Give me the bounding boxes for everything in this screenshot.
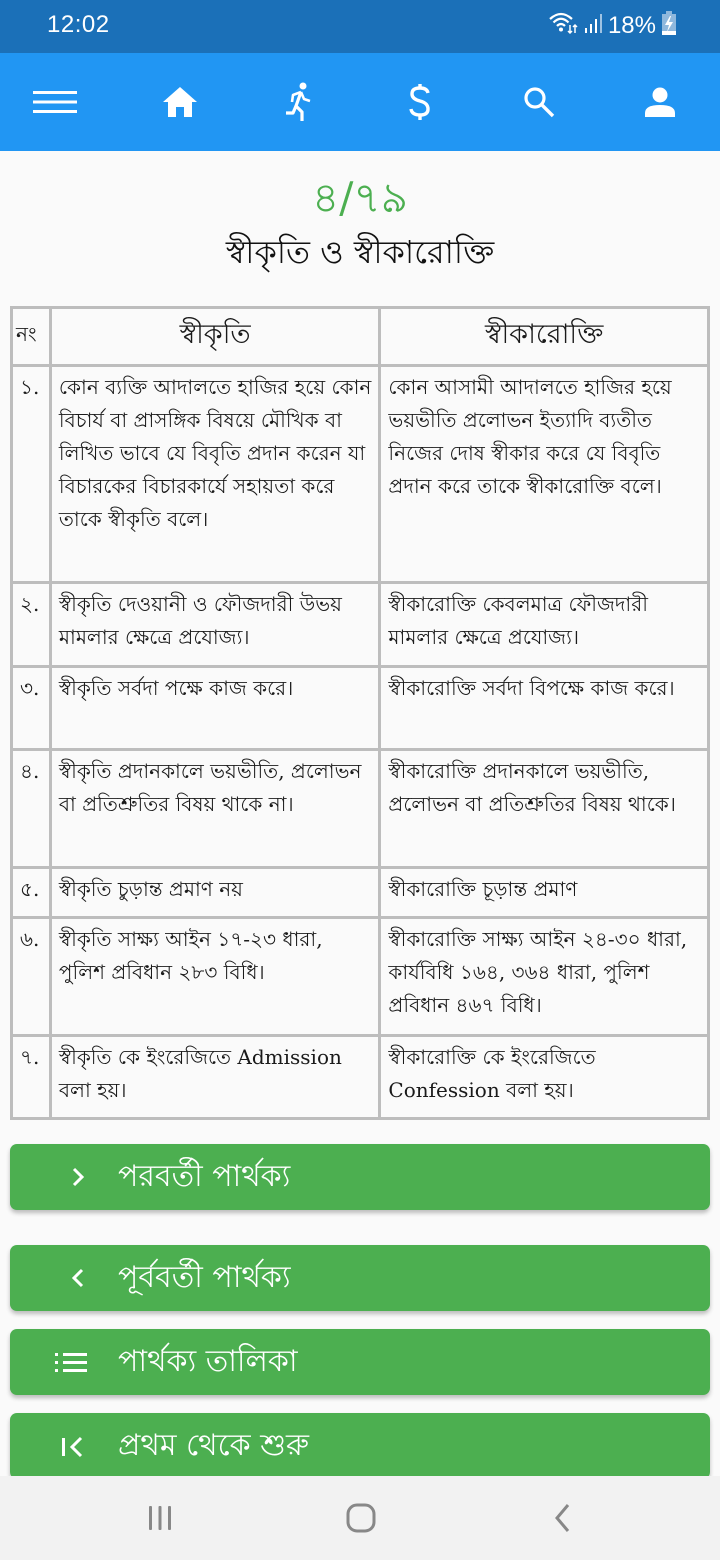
row-number: ৫. (12, 868, 51, 918)
difference-list-button[interactable] (10, 1329, 710, 1395)
content-area (0, 151, 720, 1476)
first-page-icon (52, 1434, 92, 1458)
row-number: ৩. (12, 667, 51, 750)
table-row (12, 1036, 709, 1119)
back-icon (553, 1503, 573, 1533)
table-row (12, 366, 709, 583)
admission-cell: স্বীকৃতি সাক্ষ্য আইন ১৭-২৩ ধারা, পুলিশ প্রবিধান ২৮৩ বিধি। (50, 918, 380, 1036)
table-row (12, 583, 709, 667)
home-nav-button[interactable] (331, 1498, 391, 1538)
column-header-confession: স্বীকারোক্তি (380, 308, 709, 366)
home-circle-icon (346, 1503, 376, 1533)
status-time: 12:02 (47, 11, 110, 38)
menu-icon[interactable] (30, 77, 80, 127)
row-number: ৪. (12, 750, 51, 868)
column-header-admission: স্বীকৃতি (50, 308, 380, 366)
status-indicators (548, 11, 676, 41)
table-row (12, 868, 709, 918)
battery-percent: 18% (607, 12, 656, 39)
item-counter: ৪/৭৯ (312, 173, 408, 222)
difference-list-label: পার্থক্য তালিকা (118, 1343, 298, 1379)
battery-charging-icon (662, 11, 676, 42)
admission-cell: স্বীকৃতি প্রদানকালে ভয়ভীতি, প্রলোভন বা প্রতিশ্রুতির বিষয় থাকে না। (50, 750, 380, 868)
confession-cell: স্বীকারোক্তি সর্বদা বিপক্ষে কাজ করে। (380, 667, 709, 750)
home-icon[interactable] (155, 77, 205, 127)
account-icon[interactable] (635, 77, 685, 127)
confession-cell: স্বীকারোক্তি সাক্ষ্য আইন ২৪-৩০ ধারা, কার্যবিধি ১৬৪, ৩৬৪ ধারা, পুলিশ প্রবিধান ৪৬৭ বিধি। (380, 918, 709, 1036)
row-number: ১. (12, 366, 51, 583)
next-difference-button[interactable] (10, 1144, 710, 1210)
start-from-first-button[interactable] (10, 1413, 710, 1476)
table-row (12, 918, 709, 1036)
comparison-table (10, 306, 710, 1120)
row-number: ৬. (12, 918, 51, 1036)
system-navigation-bar (0, 1476, 720, 1560)
start-from-first-label: প্রথম থেকে শুরু (118, 1427, 310, 1463)
admission-cell: স্বীকৃতি দেওয়ানী ও ফৌজদারী উভয় মামলার ক্ষেত্রে প্রযোজ্য। (50, 583, 380, 667)
confession-cell: স্বীকারোক্তি কেবলমাত্র ফৌজদারী মামলার ক্ষেত্রে প্রযোজ্য। (380, 583, 709, 667)
back-nav-button[interactable] (533, 1498, 593, 1538)
previous-difference-button[interactable] (10, 1245, 710, 1311)
admission-cell: কোন ব্যক্তি আদালতে হাজির হয়ে কোন বিচার্য বা প্রাসঙ্গিক বিষয়ে মৌখিক বা লিখিত ভাবে যে বিবৃতি প্রদান করেন যা বিচারকের বিচারকার্যে সহায়তা করে তাকে স্বীকৃতি বলে। (50, 366, 380, 583)
search-icon[interactable] (514, 77, 564, 127)
running-person-icon[interactable] (274, 77, 324, 127)
confession-cell: স্বীকারোক্তি প্রদানকালে ভয়ভীতি, প্রলোভন বা প্রতিশ্রুতির বিষয় থাকে। (380, 750, 709, 868)
previous-difference-label: পূর্ববর্তী পার্থক্য (118, 1259, 291, 1295)
list-icon (52, 1350, 92, 1374)
recent-apps-icon (147, 1505, 173, 1531)
signal-icon (584, 12, 602, 41)
admission-cell: স্বীকৃতি চুড়ান্ত প্রমাণ নয় (50, 868, 380, 918)
table-header-row (12, 308, 709, 366)
recent-apps-button[interactable] (130, 1498, 190, 1538)
table-row (12, 667, 709, 750)
page-title: স্বীকৃতি ও স্বীকারোক্তি (225, 233, 495, 271)
column-header-number: নং (12, 308, 51, 366)
admission-cell: স্বীকৃতি সর্বদা পক্ষে কাজ করে। (50, 667, 380, 750)
app-toolbar (0, 53, 720, 151)
confession-cell: কোন আসামী আদালতে হাজির হয়ে ভয়ভীতি প্রলোভন ইত্যাদি ব্যতীত নিজের দোষ স্বীকার করে যে বিবৃতি প্রদান করে তাকে স্বীকারোক্তি বলে। (380, 366, 709, 583)
table-row (12, 750, 709, 868)
status-bar (0, 0, 720, 53)
row-number: ৭. (12, 1036, 51, 1119)
confession-cell: স্বীকারোক্তি চূড়ান্ত প্রমাণ (380, 868, 709, 918)
dollar-icon[interactable] (395, 77, 445, 127)
chevron-left-icon (58, 1267, 98, 1289)
wifi-icon (548, 11, 578, 42)
row-number: ২. (12, 583, 51, 667)
next-difference-label: পরবর্তী পার্থক্য (118, 1158, 291, 1194)
admission-cell: স্বীকৃতি কে ইংরেজিতে Admission বলা হয়। (50, 1036, 380, 1119)
chevron-right-icon (58, 1166, 98, 1188)
confession-cell: স্বীকারোক্তি কে ইংরেজিতে Confession বলা হয়। (380, 1036, 709, 1119)
